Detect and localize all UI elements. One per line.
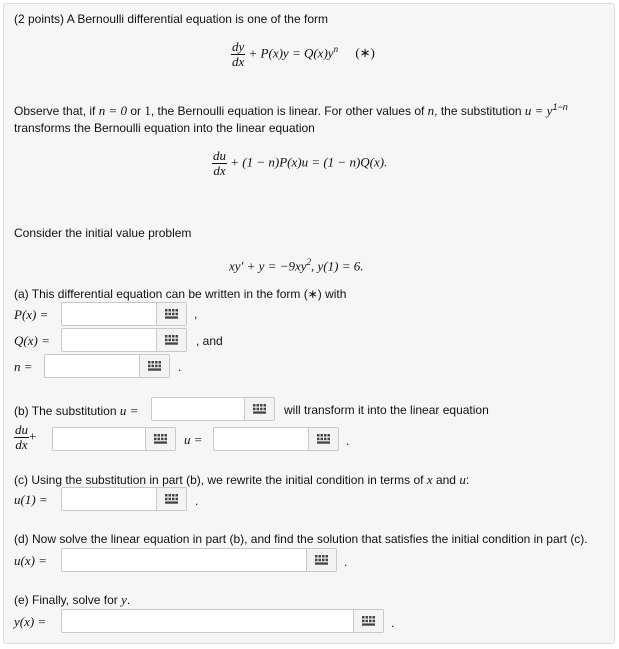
- part-b-end: .: [346, 434, 350, 448]
- u-substitution-field[interactable]: [151, 397, 275, 421]
- part-b-text-2: will transform it into the linear equation: [284, 403, 489, 417]
- initial-value-problem: $xy' + y = -9xy^2$, y(1) = 6.: [229, 257, 364, 274]
- rhs-input[interactable]: [214, 428, 308, 450]
- u-substitution-input[interactable]: [152, 398, 244, 420]
- rhs-field[interactable]: [213, 427, 339, 451]
- coefficient-keyboard-button[interactable]: [145, 428, 175, 450]
- p-input[interactable]: [62, 303, 156, 325]
- intro-line: [14, 12, 328, 26]
- part-e-end: .: [391, 616, 395, 630]
- observe-line-2: transforms the Bernoulli equation into the linear equation: [14, 121, 315, 135]
- grid-keyboard-icon: [253, 404, 266, 414]
- n-answer-field[interactable]: [44, 354, 170, 378]
- q-answer-field[interactable]: [61, 328, 187, 352]
- part-a-text: (a) This differential equation can be written in the form (∗) with: [14, 287, 347, 301]
- coefficient-input[interactable]: [53, 428, 145, 450]
- p-answer-field[interactable]: [61, 302, 187, 326]
- n-separator: .: [178, 360, 182, 374]
- q-label: Q(x) =: [14, 333, 50, 348]
- yx-answer-field[interactable]: [61, 609, 384, 633]
- n-input[interactable]: [45, 355, 139, 377]
- du-dx-fraction-b: $\frac{du}{dx}$ +: [15, 422, 37, 452]
- p-separator: ,: [194, 307, 198, 321]
- grid-keyboard-icon: [317, 434, 330, 444]
- u1-input[interactable]: [62, 488, 156, 510]
- part-c-end: .: [195, 494, 199, 508]
- ux-input[interactable]: [62, 549, 306, 571]
- equation-tag: (∗): [355, 45, 375, 61]
- du-dx-fraction: $\frac{du}{dx}$: [213, 148, 226, 178]
- ux-label: u(x) =: [14, 553, 47, 568]
- yx-input[interactable]: [62, 610, 353, 632]
- u-substitution-keyboard-button[interactable]: [244, 398, 274, 420]
- grid-keyboard-icon: [362, 616, 375, 626]
- yx-label: y(x) =: [14, 614, 47, 629]
- grid-keyboard-icon: [148, 361, 161, 371]
- part-e-text: (e) Finally, solve for y.: [14, 592, 131, 607]
- p-keyboard-button[interactable]: [156, 303, 186, 325]
- coefficient-field[interactable]: [52, 427, 176, 451]
- part-b-text: (b) The substitution u =: [14, 403, 139, 418]
- observe-line-1: Observe that, if n = 0 or 1, the Bernoulli equation is linear. For other values of n, the substitution $u = y^{1-n}$: [14, 102, 568, 118]
- grid-keyboard-icon: [315, 555, 328, 565]
- p-label: P(x) =: [14, 307, 49, 322]
- u1-answer-field[interactable]: [61, 487, 187, 511]
- q-separator: , and: [196, 334, 223, 348]
- grid-keyboard-icon: [154, 434, 167, 444]
- intro-text: A Bernoulli differential equation is one of the form: [66, 12, 328, 26]
- grid-keyboard-icon: [165, 335, 178, 345]
- part-d-text: (d) Now solve the linear equation in part (b), and find the solution that satisfies the initial condition in part (c).: [14, 532, 588, 546]
- q-input[interactable]: [62, 329, 156, 351]
- n-keyboard-button[interactable]: [139, 355, 169, 377]
- dy-dx-fraction: $\frac{dy}{dx}$: [232, 39, 245, 69]
- grid-keyboard-icon: [165, 494, 178, 504]
- linear-equation: $\frac{du}{dx}$ + (1 − n)P(x)u = (1 − n)Q(x).: [213, 148, 388, 178]
- u-equals-label: u =: [184, 432, 203, 447]
- yx-keyboard-button[interactable]: [353, 610, 383, 632]
- part-c-text: (c) Using the substitution in part (b), we rewrite the initial condition in terms of x and u:: [14, 472, 470, 487]
- part-d-end: .: [344, 555, 348, 569]
- u1-label: u(1) =: [14, 492, 48, 507]
- grid-keyboard-icon: [165, 309, 178, 319]
- points-label: (2 points): [14, 12, 65, 26]
- rhs-keyboard-button[interactable]: [308, 428, 338, 450]
- consider-text: Consider the initial value problem: [14, 226, 192, 240]
- ux-keyboard-button[interactable]: [306, 549, 336, 571]
- ux-answer-field[interactable]: [61, 548, 337, 572]
- n-label: n =: [14, 359, 33, 374]
- bernoulli-equation: $\frac{dy}{dx}$ + $P(x)y = Q(x)y^n$ (∗): [232, 39, 375, 69]
- u1-keyboard-button[interactable]: [156, 488, 186, 510]
- q-keyboard-button[interactable]: [156, 329, 186, 351]
